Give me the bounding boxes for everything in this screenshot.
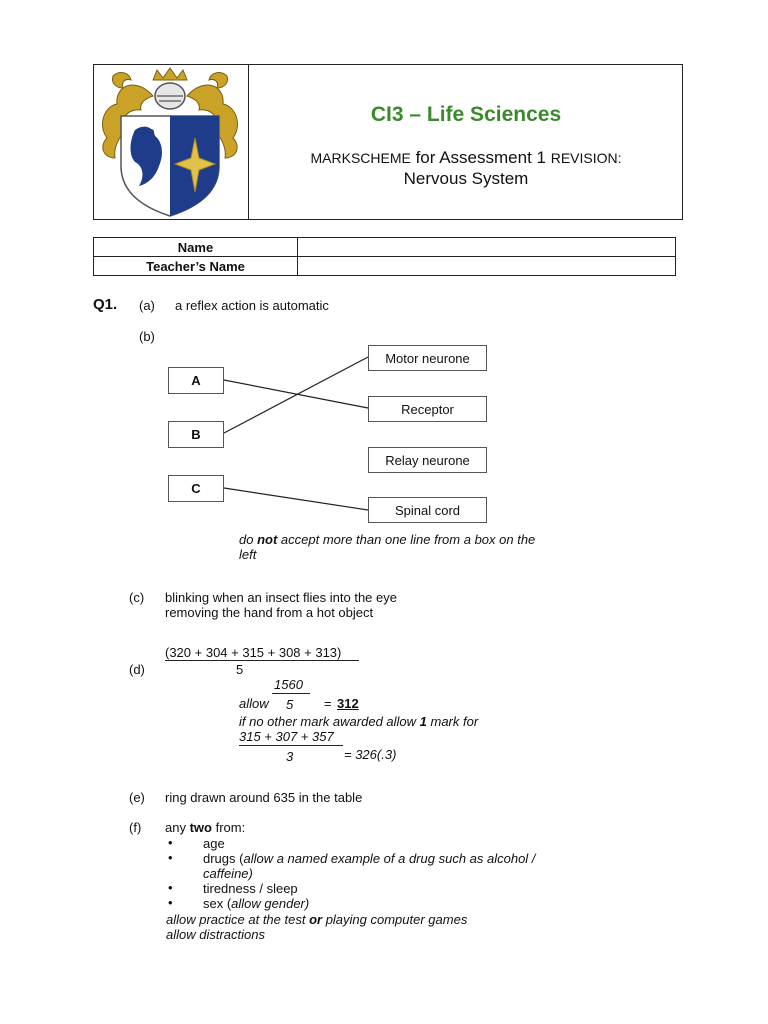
- allow-denominator: 5: [286, 697, 294, 712]
- factor-drugs-line2: caffeine): [203, 866, 253, 881]
- part-c-label: (c): [129, 590, 145, 605]
- fraction-bar: [165, 660, 359, 661]
- alt-fraction-bar: [239, 745, 343, 746]
- alt-note-mark: 1: [419, 714, 427, 729]
- alt-note-text: if no other mark awarded allow: [239, 714, 420, 729]
- allow-numerator: 1560: [274, 677, 303, 692]
- part-b-note-line2: left: [239, 547, 257, 562]
- factor-sex: [203, 896, 309, 911]
- drugs-note: allow a named example of a drug such as alcohol /: [243, 851, 536, 866]
- bullet-icon: •: [168, 895, 173, 910]
- part-c-answer-2: removing the hand from a hot object: [165, 605, 374, 620]
- allow-practice: [166, 912, 467, 927]
- mean-denominator: 5: [236, 662, 244, 677]
- subtitle-suffix: REVISION:: [550, 150, 622, 166]
- practice-rest: playing computer games: [322, 912, 468, 927]
- allow-equals: =: [324, 696, 332, 711]
- alt-numerator: 315 + 307 + 357: [239, 729, 334, 744]
- alt-mark-note: [239, 714, 478, 729]
- practice-or: or: [309, 912, 323, 927]
- part-c-answer-1: blinking when an insect flies into the eye: [165, 590, 397, 605]
- line-a-receptor: [224, 380, 368, 408]
- drugs-text: drugs (: [203, 851, 244, 866]
- page-subtitle-line2: Nervous System: [403, 169, 529, 188]
- allow-fraction-bar: [272, 693, 310, 694]
- line-b-motor-neurone: [224, 357, 368, 433]
- alt-result: = 326(.3): [344, 747, 397, 762]
- factor-tiredness: tiredness / sleep: [203, 881, 298, 896]
- note-text-rest: accept more than one line from a box on the: [277, 532, 536, 547]
- box-a: A: [168, 367, 224, 394]
- line-c-spinal-cord: [224, 488, 368, 510]
- practice-text: allow practice at the test: [166, 912, 310, 927]
- box-receptor: Receptor: [368, 396, 487, 422]
- intro-text: any: [165, 820, 190, 835]
- part-e-answer: ring drawn around 635 in the table: [165, 790, 363, 805]
- allow-distractions: allow distractions: [166, 927, 265, 942]
- name-label: Name: [94, 238, 298, 257]
- part-d-label: (d): [129, 662, 145, 677]
- box-motor-neurone: Motor neurone: [368, 345, 487, 371]
- question-label: Q1.: [93, 296, 118, 313]
- mean-result: 312: [337, 696, 359, 711]
- factor-age: age: [203, 836, 225, 851]
- bullet-icon: •: [168, 850, 173, 865]
- part-f-label: (f): [129, 820, 142, 835]
- alt-note-rest: mark for: [426, 714, 479, 729]
- box-relay-neurone: Relay neurone: [368, 447, 487, 473]
- note-text: do: [239, 532, 258, 547]
- bullet-icon: •: [168, 835, 173, 850]
- intro-rest: from:: [211, 820, 246, 835]
- part-f-intro: [165, 820, 245, 835]
- part-a-answer: a reflex action is automatic: [175, 298, 329, 313]
- part-a-label: (a): [139, 298, 155, 313]
- part-b-label: (b): [139, 329, 155, 344]
- allow-label: allow: [239, 696, 269, 711]
- intro-emphasis: two: [189, 820, 212, 835]
- sex-text: sex (: [203, 896, 232, 911]
- part-e-label: (e): [129, 790, 145, 805]
- bullet-icon: •: [168, 880, 173, 895]
- part-b-note: [239, 532, 535, 547]
- alt-denominator: 3: [286, 749, 294, 764]
- mean-numerator: (320 + 304 + 315 + 308 + 313): [165, 645, 342, 660]
- box-c: C: [168, 475, 224, 502]
- page-title: CI3 – Life Sciences: [370, 103, 562, 126]
- sex-note: allow gender): [231, 896, 310, 911]
- subtitle-prefix: MARKSCHEME: [310, 150, 411, 166]
- box-b: B: [168, 421, 224, 448]
- factor-drugs: [203, 851, 535, 866]
- box-spinal-cord: Spinal cord: [368, 497, 487, 523]
- teacher-name-label: Teacher’s Name: [94, 257, 298, 276]
- subtitle-mid: for Assessment 1: [410, 148, 551, 167]
- note-emphasis: not: [257, 532, 278, 547]
